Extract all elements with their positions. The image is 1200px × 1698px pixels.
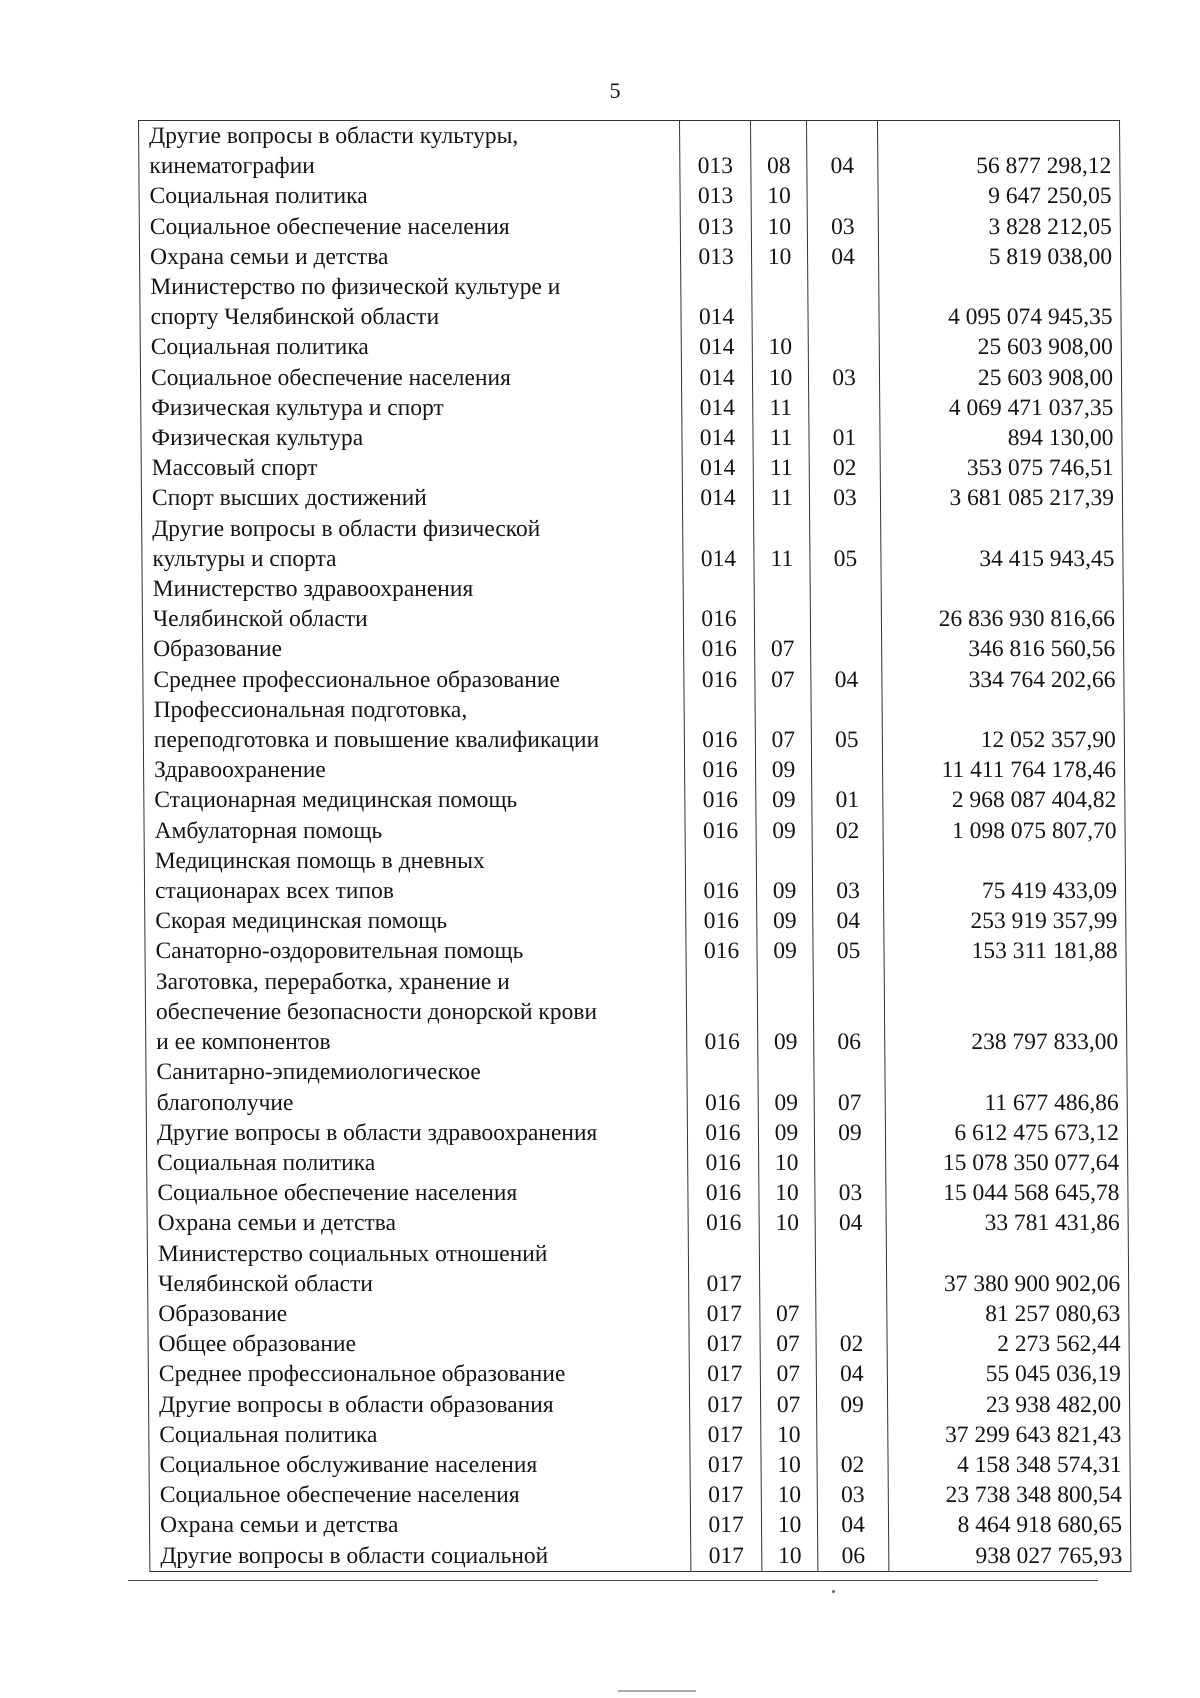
row-name: Социальная политика <box>139 181 680 211</box>
subsection-code <box>812 846 883 876</box>
subsection-code <box>816 1299 887 1329</box>
amount: 37 380 900 902,06 <box>887 1269 1129 1299</box>
subsection-code <box>810 604 881 634</box>
ministry-code: 016 <box>685 785 756 815</box>
row-name: Охрана семьи и детства <box>147 1208 688 1238</box>
table-row <box>141 393 1122 423</box>
table-row <box>140 363 1121 393</box>
ministry-code: 014 <box>682 423 753 453</box>
subsection-code <box>814 1057 885 1087</box>
amount: 23 738 348 800,54 <box>888 1480 1130 1510</box>
ministry-code <box>686 997 757 1027</box>
subsection-code: 02 <box>809 453 880 483</box>
section-code: 09 <box>756 876 812 906</box>
page-number: 5 <box>609 78 621 103</box>
subsection-code: 02 <box>812 816 883 846</box>
ministry-code: 017 <box>690 1480 761 1510</box>
table-row <box>139 212 1120 242</box>
ministry-code: 016 <box>685 816 756 846</box>
row-name: Образование <box>143 634 684 664</box>
row-name: Другие вопросы в области культуры, <box>139 121 680 152</box>
subsection-code: 06 <box>814 1027 885 1057</box>
amount <box>879 272 1121 302</box>
amount: 3 828 212,05 <box>878 212 1120 242</box>
table-row <box>141 423 1122 453</box>
amount: 894 130,00 <box>880 423 1122 453</box>
subsection-code <box>813 967 884 997</box>
subsection-code <box>811 695 882 725</box>
amount: 25 603 908,00 <box>879 363 1121 393</box>
section-code <box>752 302 808 332</box>
subsection-code <box>810 514 881 544</box>
section-code: 09 <box>758 1088 814 1118</box>
row-name: культуры и спорта <box>142 544 683 574</box>
section-code <box>759 1239 815 1269</box>
row-name: Охрана семьи и детства <box>149 1510 690 1540</box>
table-row <box>148 1299 1129 1329</box>
ministry-code: 017 <box>689 1299 760 1329</box>
table-row <box>145 967 1126 997</box>
section-code: 10 <box>759 1208 815 1238</box>
row-name: Образование <box>148 1299 689 1329</box>
ministry-code <box>683 574 754 604</box>
section-code: 07 <box>760 1299 816 1329</box>
ministry-code: 014 <box>682 393 753 423</box>
scan-dot <box>832 1590 835 1593</box>
section-code <box>754 604 810 634</box>
ministry-code: 016 <box>683 604 754 634</box>
section-code: 09 <box>756 785 812 815</box>
row-name: Министерство по физической культуре и <box>140 272 681 302</box>
ministry-code: 017 <box>689 1359 760 1389</box>
row-name: Челябинской области <box>148 1269 689 1299</box>
section-code: 09 <box>758 1027 814 1057</box>
amount <box>882 695 1124 725</box>
row-name: Социальная политика <box>140 332 681 362</box>
amount: 153 311 181,88 <box>884 936 1126 966</box>
ministry-code <box>687 1057 758 1087</box>
ministry-code: 017 <box>689 1329 760 1359</box>
amount: 334 764 202,66 <box>882 665 1124 695</box>
ministry-code: 016 <box>686 936 757 966</box>
subsection-code: 02 <box>816 1329 887 1359</box>
row-name: Социальное обеспечение населения <box>140 363 681 393</box>
amount: 2 968 087 404,82 <box>883 785 1125 815</box>
subsection-code: 01 <box>812 785 883 815</box>
table-row <box>148 1269 1129 1299</box>
table-row <box>144 785 1125 815</box>
section-code <box>754 514 810 544</box>
amount <box>881 574 1123 604</box>
ministry-code <box>685 846 756 876</box>
row-name: Социальное обслуживание населения <box>149 1450 690 1480</box>
table-row <box>144 846 1125 876</box>
section-code: 09 <box>757 906 813 936</box>
row-name: Министерство здравоохранения <box>142 574 683 604</box>
section-code: 10 <box>751 242 807 272</box>
subsection-code <box>808 332 879 362</box>
section-code: 10 <box>751 181 807 211</box>
amount: 55 045 036,19 <box>887 1359 1129 1389</box>
amount: 2 273 562,44 <box>887 1329 1129 1359</box>
section-code: 07 <box>755 665 811 695</box>
row-name: Среднее профессиональное образование <box>148 1359 689 1389</box>
subsection-code: 07 <box>814 1088 885 1118</box>
subsection-code: 01 <box>809 423 880 453</box>
subsection-code <box>807 181 878 211</box>
ministry-code: 016 <box>684 725 755 755</box>
ministry-code: 016 <box>688 1148 759 1178</box>
table-row <box>145 906 1126 936</box>
table-row <box>143 725 1124 755</box>
section-code: 07 <box>760 1359 816 1389</box>
table-row <box>144 876 1125 906</box>
amount: 23 938 482,00 <box>887 1390 1129 1420</box>
section-code: 10 <box>761 1510 817 1540</box>
table-row <box>146 1057 1127 1087</box>
table-row <box>140 302 1121 332</box>
section-code: 09 <box>758 1118 814 1148</box>
ministry-code: 013 <box>680 242 751 272</box>
table-row <box>146 1118 1127 1148</box>
section-code: 11 <box>753 393 809 423</box>
section-code: 11 <box>753 423 809 453</box>
subsection-code: 04 <box>811 665 882 695</box>
row-name: и ее компонентов <box>146 1027 687 1057</box>
amount: 34 415 943,45 <box>881 544 1123 574</box>
row-name: Медицинская помощь в дневных <box>144 846 685 876</box>
subsection-code: 03 <box>807 212 878 242</box>
ministry-code: 014 <box>682 453 753 483</box>
section-code: 10 <box>759 1178 815 1208</box>
subsection-code: 04 <box>807 242 878 272</box>
subsection-code: 05 <box>810 544 881 574</box>
amount: 9 647 250,05 <box>878 181 1120 211</box>
subsection-code: 04 <box>807 151 878 181</box>
row-name: Физическая культура <box>141 423 682 453</box>
table-row <box>150 1541 1131 1572</box>
ministry-code <box>681 272 752 302</box>
subsection-code <box>815 1148 886 1178</box>
subsection-code <box>808 302 879 332</box>
table-row <box>148 1329 1129 1359</box>
ministry-code: 014 <box>683 544 754 574</box>
section-code <box>756 846 812 876</box>
row-name: Другие вопросы в области образования <box>148 1390 689 1420</box>
ministry-code: 017 <box>691 1541 762 1572</box>
section-code: 11 <box>753 483 809 513</box>
amount: 15 044 568 645,78 <box>886 1178 1128 1208</box>
amount: 25 603 908,00 <box>879 332 1121 362</box>
row-name: Стационарная медицинская помощь <box>144 785 685 815</box>
ministry-code: 016 <box>684 665 755 695</box>
table-row <box>142 574 1123 604</box>
table-row <box>141 453 1122 483</box>
section-code: 10 <box>761 1450 817 1480</box>
table-row <box>148 1390 1129 1420</box>
table-row <box>143 755 1124 785</box>
section-code <box>758 1057 814 1087</box>
section-code: 09 <box>755 755 811 785</box>
section-code: 11 <box>753 453 809 483</box>
amount: 12 052 357,90 <box>882 725 1124 755</box>
row-name: Физическая культура и спорт <box>141 393 682 423</box>
ministry-code: 017 <box>690 1450 761 1480</box>
row-name: Среднее профессиональное образование <box>143 665 684 695</box>
row-name: Массовый спорт <box>141 453 682 483</box>
table-row <box>139 242 1120 272</box>
ministry-code: 013 <box>680 212 751 242</box>
amount <box>884 997 1126 1027</box>
row-name: кинематографии <box>139 151 680 181</box>
table-row <box>147 1178 1128 1208</box>
row-name: Профессиональная подготовка, <box>143 695 684 725</box>
scan-mark <box>618 1690 696 1692</box>
amount: 3 681 085 217,39 <box>880 483 1122 513</box>
subsection-code <box>807 121 878 152</box>
section-code: 10 <box>761 1420 817 1450</box>
table-row <box>139 121 1120 152</box>
amount: 253 919 357,99 <box>884 906 1126 936</box>
amount: 26 836 930 816,66 <box>881 604 1123 634</box>
ministry-code: 016 <box>686 906 757 936</box>
table-row <box>147 1208 1128 1238</box>
amount: 4 095 074 945,35 <box>879 302 1121 332</box>
section-code <box>760 1269 816 1299</box>
amount: 353 075 746,51 <box>880 453 1122 483</box>
table-row <box>148 1359 1129 1389</box>
amount: 11 677 486,86 <box>885 1088 1127 1118</box>
subsection-code: 05 <box>813 936 884 966</box>
ministry-code: 016 <box>687 1088 758 1118</box>
row-name: Здравоохранение <box>143 755 684 785</box>
ministry-code <box>684 695 755 725</box>
table-row <box>142 604 1123 634</box>
amount <box>886 1239 1128 1269</box>
amount: 11 411 764 178,46 <box>882 755 1124 785</box>
amount: 4 069 471 037,35 <box>880 393 1122 423</box>
table-row <box>149 1480 1130 1510</box>
subsection-code: 04 <box>813 906 884 936</box>
table-row <box>146 1027 1127 1057</box>
section-code: 07 <box>755 725 811 755</box>
table-row <box>147 1148 1128 1178</box>
ministry-code: 017 <box>689 1269 760 1299</box>
ministry-code: 014 <box>682 483 753 513</box>
row-name: Другие вопросы в области физической <box>142 514 683 544</box>
subsection-code <box>817 1420 888 1450</box>
bottom-rule <box>128 1580 1098 1581</box>
table-row <box>143 634 1124 664</box>
amount <box>881 514 1123 544</box>
row-name: благополучие <box>146 1088 687 1118</box>
subsection-code: 03 <box>815 1178 886 1208</box>
amount: 15 078 350 077,64 <box>886 1148 1128 1178</box>
amount: 4 158 348 574,31 <box>888 1450 1130 1480</box>
table-row <box>141 483 1122 513</box>
amount: 75 419 433,09 <box>883 876 1125 906</box>
row-name: Социальная политика <box>149 1420 690 1450</box>
subsection-code <box>809 393 880 423</box>
amount: 56 877 298,12 <box>878 151 1120 181</box>
table-row <box>146 1088 1127 1118</box>
subsection-code <box>813 997 884 1027</box>
row-name: Другие вопросы в области социальной <box>150 1541 691 1572</box>
section-code <box>754 574 810 604</box>
section-code <box>751 121 807 152</box>
subsection-code: 09 <box>816 1390 887 1420</box>
row-name: Общее образование <box>148 1329 689 1359</box>
amount: 37 299 643 821,43 <box>888 1420 1130 1450</box>
ministry-code: 016 <box>688 1208 759 1238</box>
row-name: Челябинской области <box>142 604 683 634</box>
table-row <box>143 695 1124 725</box>
section-code <box>757 967 813 997</box>
subsection-code: 03 <box>812 876 883 906</box>
table-row <box>142 544 1123 574</box>
row-name: Другие вопросы в области здравоохранения <box>146 1118 687 1148</box>
ministry-code: 016 <box>685 876 756 906</box>
table-row <box>143 665 1124 695</box>
row-name: обеспечение безопасности донорской крови <box>145 997 686 1027</box>
subsection-code <box>810 574 881 604</box>
ministry-code: 014 <box>681 332 752 362</box>
amount: 938 027 765,93 <box>889 1541 1131 1572</box>
subsection-code <box>811 634 882 664</box>
subsection-code <box>815 1239 886 1269</box>
ministry-code: 013 <box>680 151 751 181</box>
subsection-code: 02 <box>817 1450 888 1480</box>
row-name: стационарах всех типов <box>144 876 685 906</box>
subsection-code: 03 <box>808 363 879 393</box>
amount: 238 797 833,00 <box>885 1027 1127 1057</box>
amount <box>884 967 1126 997</box>
amount: 33 781 431,86 <box>886 1208 1128 1238</box>
row-name: Министерство социальных отношений <box>147 1239 688 1269</box>
table-row <box>139 151 1120 181</box>
table-row <box>139 181 1120 211</box>
table-row <box>144 816 1125 846</box>
row-name: Санаторно-оздоровительная помощь <box>145 936 686 966</box>
amount: 5 819 038,00 <box>878 242 1120 272</box>
table-row <box>145 997 1126 1027</box>
ministry-code: 016 <box>684 755 755 785</box>
section-code: 09 <box>756 816 812 846</box>
section-code <box>757 997 813 1027</box>
table-row <box>140 272 1121 302</box>
ministry-code: 017 <box>689 1390 760 1420</box>
ministry-code: 016 <box>687 1027 758 1057</box>
subsection-code: 03 <box>809 483 880 513</box>
subsection-code: 04 <box>816 1359 887 1389</box>
row-name: Социальное обеспечение населения <box>147 1178 688 1208</box>
subsection-code <box>811 755 882 785</box>
table-row <box>145 936 1126 966</box>
table-row <box>142 514 1123 544</box>
ministry-code <box>686 967 757 997</box>
amount: 346 816 560,56 <box>882 634 1124 664</box>
amount <box>885 1057 1127 1087</box>
ministry-code <box>683 514 754 544</box>
row-name: Санитарно-эпидемиологическое <box>146 1057 687 1087</box>
table-row <box>149 1420 1130 1450</box>
ministry-code: 016 <box>684 634 755 664</box>
section-code: 09 <box>757 936 813 966</box>
amount: 1 098 075 807,70 <box>883 816 1125 846</box>
row-name: Социальное обеспечение населения <box>149 1480 690 1510</box>
subsection-code: 04 <box>817 1510 888 1540</box>
ministry-code: 014 <box>681 363 752 393</box>
row-name: Социальное обеспечение населения <box>139 212 680 242</box>
table-row <box>149 1510 1130 1540</box>
row-name: Амбулаторная помощь <box>144 816 685 846</box>
budget-table-body <box>139 121 1131 1572</box>
row-name: Заготовка, переработка, хранение и <box>145 967 686 997</box>
section-code: 10 <box>759 1148 815 1178</box>
subsection-code: 03 <box>817 1480 888 1510</box>
amount: 8 464 918 680,65 <box>888 1510 1130 1540</box>
ministry-code: 016 <box>688 1178 759 1208</box>
ministry-code <box>688 1239 759 1269</box>
ministry-code: 017 <box>690 1420 761 1450</box>
row-name: Спорт высших достижений <box>141 483 682 513</box>
row-name: переподготовка и повышение квалификации <box>143 725 684 755</box>
section-code: 10 <box>752 332 808 362</box>
section-code <box>752 272 808 302</box>
ministry-code: 014 <box>681 302 752 332</box>
section-code <box>755 695 811 725</box>
table-row <box>140 332 1121 362</box>
row-name: Скорая медицинская помощь <box>145 906 686 936</box>
section-code: 08 <box>751 151 807 181</box>
amount <box>878 121 1120 152</box>
ministry-code: 016 <box>687 1118 758 1148</box>
table-row <box>149 1450 1130 1480</box>
amount: 81 257 080,63 <box>887 1299 1129 1329</box>
row-name: Охрана семьи и детства <box>139 242 680 272</box>
row-name: Социальная политика <box>147 1148 688 1178</box>
table-row <box>147 1239 1128 1269</box>
subsection-code: 04 <box>815 1208 886 1238</box>
subsection-code: 09 <box>814 1118 885 1148</box>
amount: 6 612 475 673,12 <box>885 1118 1127 1148</box>
row-name: спорту Челябинской области <box>140 302 681 332</box>
ministry-code: 017 <box>690 1510 761 1540</box>
amount <box>883 846 1125 876</box>
subsection-code: 05 <box>811 725 882 755</box>
ministry-code <box>680 121 751 152</box>
ministry-code: 013 <box>680 181 751 211</box>
subsection-code <box>816 1269 887 1299</box>
section-code: 07 <box>755 634 811 664</box>
section-code: 07 <box>760 1390 816 1420</box>
section-code: 10 <box>752 363 808 393</box>
subsection-code <box>808 272 879 302</box>
budget-table <box>138 120 1131 1572</box>
section-code: 10 <box>751 212 807 242</box>
section-code: 11 <box>754 544 810 574</box>
subsection-code: 06 <box>818 1541 889 1572</box>
section-code: 07 <box>760 1329 816 1359</box>
section-code: 10 <box>762 1541 818 1572</box>
section-code: 10 <box>761 1480 817 1510</box>
